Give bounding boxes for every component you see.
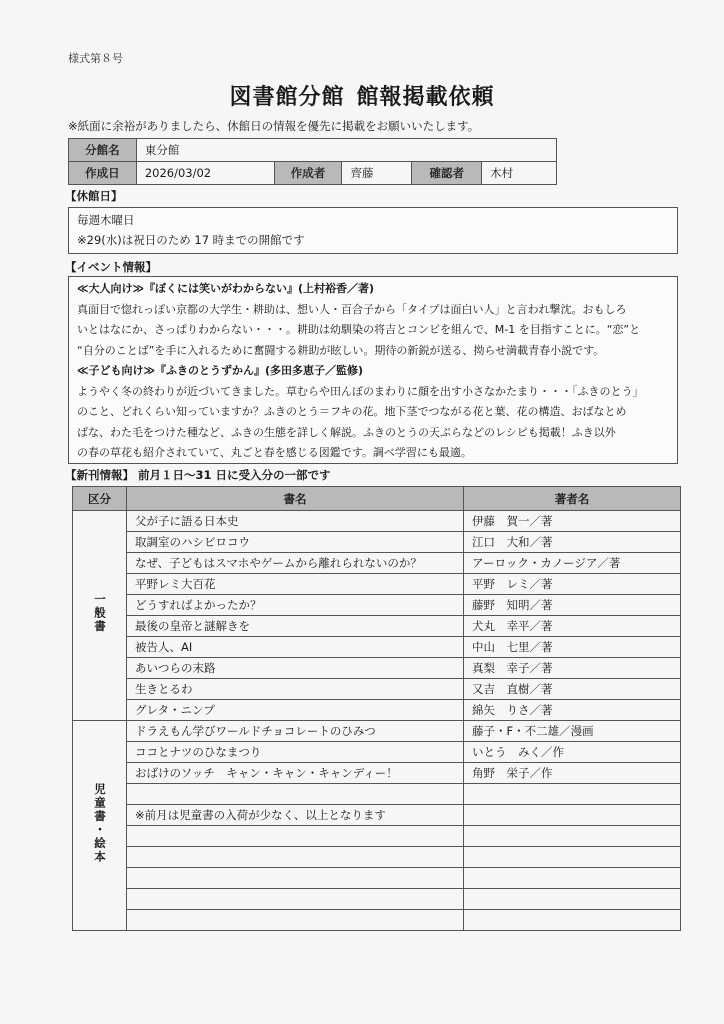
book-title: なぜ、子どもはスマホやゲームから離れられないのか？ — [127, 553, 464, 574]
table-row — [73, 847, 681, 868]
child-line: ばな、わた毛をつけた種など、ふきの生態を詳しく解説。ふきのとうの天ぷらなどのレシピも掲載！ふき以外 — [77, 425, 616, 439]
table-row — [73, 532, 681, 553]
category-general-label: 一般書 — [93, 593, 107, 634]
book-title: 父が子に語る日本史 — [127, 511, 464, 532]
book-title: グレタ・ニンプ — [127, 700, 464, 721]
book-title: あいつらの末路 — [127, 658, 464, 679]
book-author: 真梨 幸子／著 — [464, 658, 681, 679]
book-author: 藤子・F・不二雄／漫画 — [464, 721, 681, 742]
col-category: 区分 — [73, 487, 127, 511]
author-value: 齊藤 — [342, 162, 412, 185]
events-box — [68, 276, 678, 464]
checker-label: 確認者 — [412, 162, 482, 185]
branch-label: 分館名 — [69, 139, 137, 162]
book-author: 平野 レミ／著 — [464, 574, 681, 595]
table-row — [73, 637, 681, 658]
book-author: 藤野 知明／著 — [464, 595, 681, 616]
table-row — [73, 742, 681, 763]
child-line: ようやく冬の終わりが近づいてきました。草むらや田んぼのまわりに顔を出す小さなかたまり・・・「ふきのとう」 — [77, 384, 644, 398]
child-line: のこと、どれくらい知っていますか？ふきのとう＝フキの花。地下茎でつながる花と葉、花の構造、おばなとめ — [77, 405, 627, 418]
category-general — [73, 511, 127, 721]
new-books-label: 【新刊情報】 前月１日～31 日に受入分の一部です — [65, 468, 331, 482]
category-children-label: 児童書・絵本 — [93, 783, 107, 864]
col-title: 書名 — [127, 487, 464, 511]
col-author: 著者名 — [464, 487, 681, 511]
category-children — [73, 721, 127, 931]
adult-line: 真面目で惚れっぽい京都の大学生・耕助は、想い人・百合子から「タイプは面白い人」と言われ撃沈。おもしろ — [77, 302, 627, 316]
book-author: 綿矢 りさ／著 — [464, 700, 681, 721]
table-row — [73, 784, 681, 805]
child-line: の春の草花も紹介されていて、丸ごと春を感じる図鑑です。調べ学習にも最適。 — [77, 446, 472, 459]
book-title — [127, 784, 464, 805]
closed-days-box — [68, 207, 678, 254]
book-title — [127, 910, 464, 931]
book-title — [127, 868, 464, 889]
book-title: 平野レミ大百花 — [127, 574, 464, 595]
table-row — [73, 700, 681, 721]
table-row — [73, 805, 681, 826]
table-row — [73, 679, 681, 700]
table-row — [73, 553, 681, 574]
page-title — [0, 80, 724, 111]
table-row — [73, 511, 681, 532]
table-row — [73, 826, 681, 847]
book-title — [127, 847, 464, 868]
closed-line-2: ※29(水)は祝日のため 17 時までの開館です — [77, 233, 305, 247]
title-part-2: 館報掲載依頼 — [356, 85, 495, 110]
book-author: 江口 大和／著 — [464, 532, 681, 553]
table-row — [73, 763, 681, 784]
book-author: 角野 栄子／作 — [464, 763, 681, 784]
new-books-table — [72, 486, 681, 931]
info-table — [68, 138, 557, 185]
book-author: 伊藤 賀一／著 — [464, 511, 681, 532]
table-row — [73, 574, 681, 595]
book-author: 中山 七里／著 — [464, 637, 681, 658]
book-title: 最後の皇帝と謎解きを — [127, 616, 464, 637]
priority-note: ※紙面に余裕がありましたら、休館日の情報を優先に掲載をお願いいたします。 — [68, 119, 480, 133]
table-row — [73, 658, 681, 679]
book-author: 犬丸 幸平／著 — [464, 616, 681, 637]
title-part-1: 図書館分館 — [229, 85, 345, 110]
checker-value: 木村 — [482, 162, 557, 185]
book-author — [464, 784, 681, 805]
child-event-heading: ≪子ども向け≫『ふきのとうずかん』(多田多恵子／監修) — [77, 364, 364, 377]
book-author: アーロック・カノージア／著 — [464, 553, 681, 574]
book-author — [464, 889, 681, 910]
book-author: 又吉 直樹／著 — [464, 679, 681, 700]
book-author — [464, 868, 681, 889]
table-row — [73, 721, 681, 742]
adult-event-heading: ≪大人向け≫『ぼくには笑いがわからない』(上村裕香／著) — [77, 282, 375, 295]
closed-days-label: 【休館日】 — [65, 189, 123, 203]
book-title: 取調室のハシビロコウ — [127, 532, 464, 553]
adult-line: いとはなにか、さっぱりわからない・・・。耕助は幼馴染の将吉とコンビを組んで、M-1 を目指すことに。“恋”と — [77, 323, 641, 336]
table-row — [73, 595, 681, 616]
closed-line-1: 毎週木曜日 — [77, 213, 135, 227]
date-value: 2026/03/02 — [136, 162, 274, 185]
book-author — [464, 847, 681, 868]
children-note: ※前月は児童書の入荷が少なく、以上となります — [127, 805, 464, 826]
author-label: 作成者 — [274, 162, 342, 185]
form-number: 様式第８号 — [68, 52, 123, 65]
branch-value: 東分館 — [136, 139, 556, 162]
events-label: 【イベント情報】 — [65, 260, 157, 274]
book-title: おばけのソッチ キャン・キャン・キャンディー！ — [127, 763, 464, 784]
book-author — [464, 910, 681, 931]
book-title: ドラえもん学びワールドチョコレートのひみつ — [127, 721, 464, 742]
table-row — [73, 868, 681, 889]
book-title: 生きとるわ — [127, 679, 464, 700]
book-title: どうすればよかったか？ — [127, 595, 464, 616]
book-title: 被告人、AI — [127, 637, 464, 658]
book-title: ココとナツのひなまつり — [127, 742, 464, 763]
book-title — [127, 889, 464, 910]
adult-line: “自分のことば”を手に入れるために奮闘する耕助が眩しい。期待の新鋭が送る、拗らせ満載青春小説です。 — [77, 343, 605, 357]
table-row — [73, 616, 681, 637]
table-row — [73, 889, 681, 910]
date-label: 作成日 — [69, 162, 137, 185]
table-row — [73, 910, 681, 931]
book-title — [127, 826, 464, 847]
book-author: いとう みく／作 — [464, 742, 681, 763]
book-author — [464, 805, 681, 826]
book-author — [464, 826, 681, 847]
